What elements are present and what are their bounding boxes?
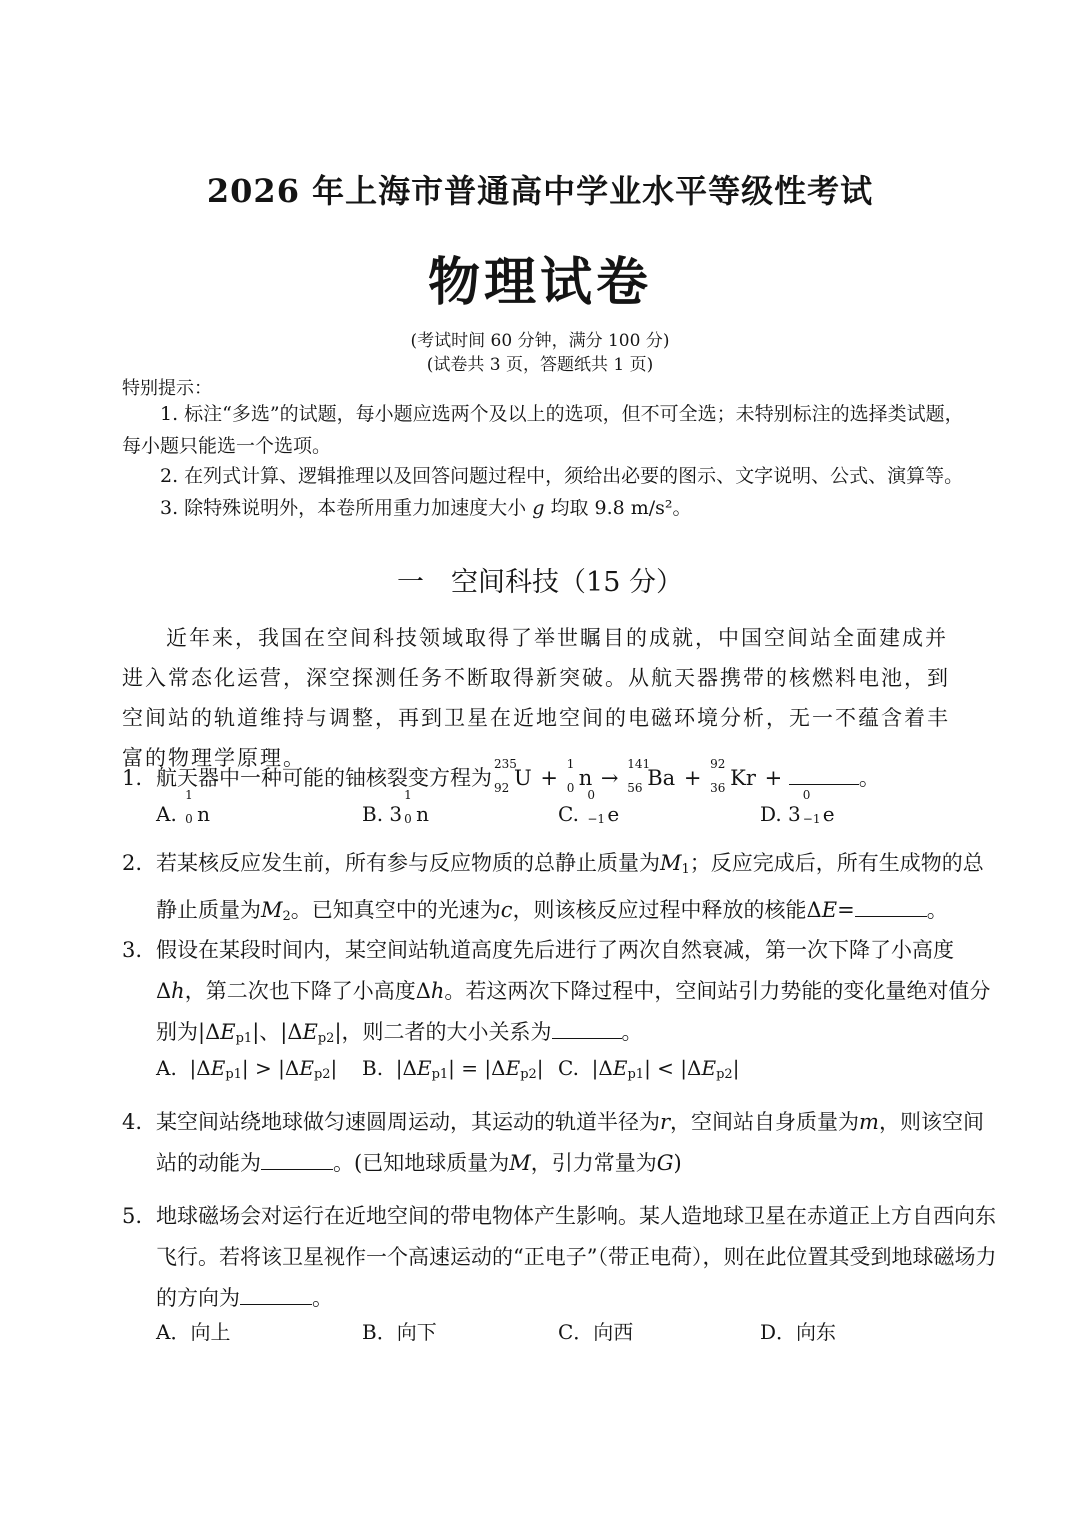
notice-item-3 [122,492,968,524]
question-2: 2. 若某核反应发生前，所有参与反应物质的总静止质量为M1；反应完成后，所有生成物的总静止质量为M2。已知真空中的光速为c，则该核反应过程中释放的核能ΔE= 。 [122,843,1002,937]
question-5: 5. 地球磁场会对运行在近地空间的带电物体产生影响。某人造地球卫星在赤道正上方自西向东飞行。若将该卫星视作一个高速运动的“正电子”（带正电荷），则在此位置其受到地球磁场力的方向为 。 [122,1196,1002,1319]
notice-item-2-text: 2. 在列式计算、逻辑推理以及回答问题过程中，须给出必要的图示、文字说明、公式、演算等。 [160,465,964,487]
plus-sign: + [683,766,702,790]
nuclide-neutron: 1 0 n [566,757,593,795]
exam-info-line-1: (考试时间 60 分钟，满分 100 分) [410,331,670,351]
option-a[interactable]: A．向上 [156,1320,231,1344]
nuclide-uranium: 235 92 U [494,757,532,795]
plus-sign: + [764,766,783,790]
notice-item-2 [122,460,968,492]
notice-heading: 特别提示： [122,378,212,399]
answer-blank[interactable] [855,894,927,917]
question-1-text: 航天器中一种可能的铀核裂变方程为 [156,766,492,790]
question-3: 3. 假设在某段时间内，某空间站轨道高度先后进行了两次自然衰减，第一次下降了小高度Δh，第二次也下降了小高度Δh。若这两次下降过程中，空间站引力势能的变化量绝对值分别为|ΔEp1|、|ΔEp2|，则二者的大小关系为 。 [122,930,1002,1059]
option-c[interactable]: C. |ΔEp1| < |ΔEp2| [558,1056,740,1082]
subject-title: 物理试卷 [427,252,652,313]
question-number: 5. [122,1204,143,1228]
notice-item-1: 1. 标注“多选”的试题，每小题应选两个及以上的选项，但不可全选；未特别标注的选择类试题，每小题只能选一个选项。 [122,403,964,457]
reaction-arrow: → [600,766,619,790]
question-number: 2. [122,851,143,875]
question-1 [122,758,968,799]
answer-blank[interactable] [552,1016,622,1039]
period: 。 [858,766,880,790]
option-d[interactable]: D．向东 [760,1320,837,1344]
answer-blank[interactable] [261,1147,333,1170]
option-a[interactable]: A. 1 0 n [156,788,211,826]
nuclide-krypton: 92 36 Kr [710,757,756,795]
question-number: 3. [122,938,143,962]
exam-title: 2026 年上海市普通高中学业水平等级性考试 [206,172,874,210]
question-number: 4. [122,1110,143,1134]
plus-sign: + [540,766,558,790]
option-a[interactable]: A. |ΔEp1| > |ΔEp2| [156,1056,338,1082]
question-4: 4. 某空间站绕地球做匀速圆周运动，其运动的轨道半径为r，空间站自身质量为m，则该空间站的动能为 。(已知地球质量为M，引力常量为G) [122,1102,1002,1184]
question-number: 1. [122,766,143,790]
answer-blank[interactable] [240,1282,312,1305]
exam-info-line-2: (试卷共 3 页，答题纸共 1 页) [426,355,654,375]
notice-item-3-var: g [532,497,545,519]
section-heading: 一 空间科技（15 分） [397,567,683,598]
option-d[interactable]: D. 3 0 −1 e [760,788,835,826]
notice-item-3-after: 均取 9.8 m/s²。 [550,497,692,519]
section-intro: 近年来，我国在空间科技领域取得了举世瞩目的成就，中国空间站全面建成并进入常态化运营，深空探测任务不断取得新突破。从航天器携带的核燃料电池，到空间站的轨道维持与调整，再到卫星在近地空间的电磁环境分析，无一不蕴含着丰富的物理学原理。 [122,626,950,770]
option-b[interactable]: B. 3 1 0 n [362,788,430,826]
option-c[interactable]: C. 0 −1 e [558,788,620,826]
answer-blank[interactable] [789,762,859,785]
nuclide-barium: 141 56 Ba [627,757,676,795]
option-b[interactable]: B. |ΔEp1| = |ΔEp2| [362,1056,544,1082]
option-b[interactable]: B．向下 [362,1320,437,1344]
notice-item-3-before: 3. 除特殊说明外，本卷所用重力加速度大小 [160,497,527,519]
option-c[interactable]: C．向西 [558,1320,634,1344]
